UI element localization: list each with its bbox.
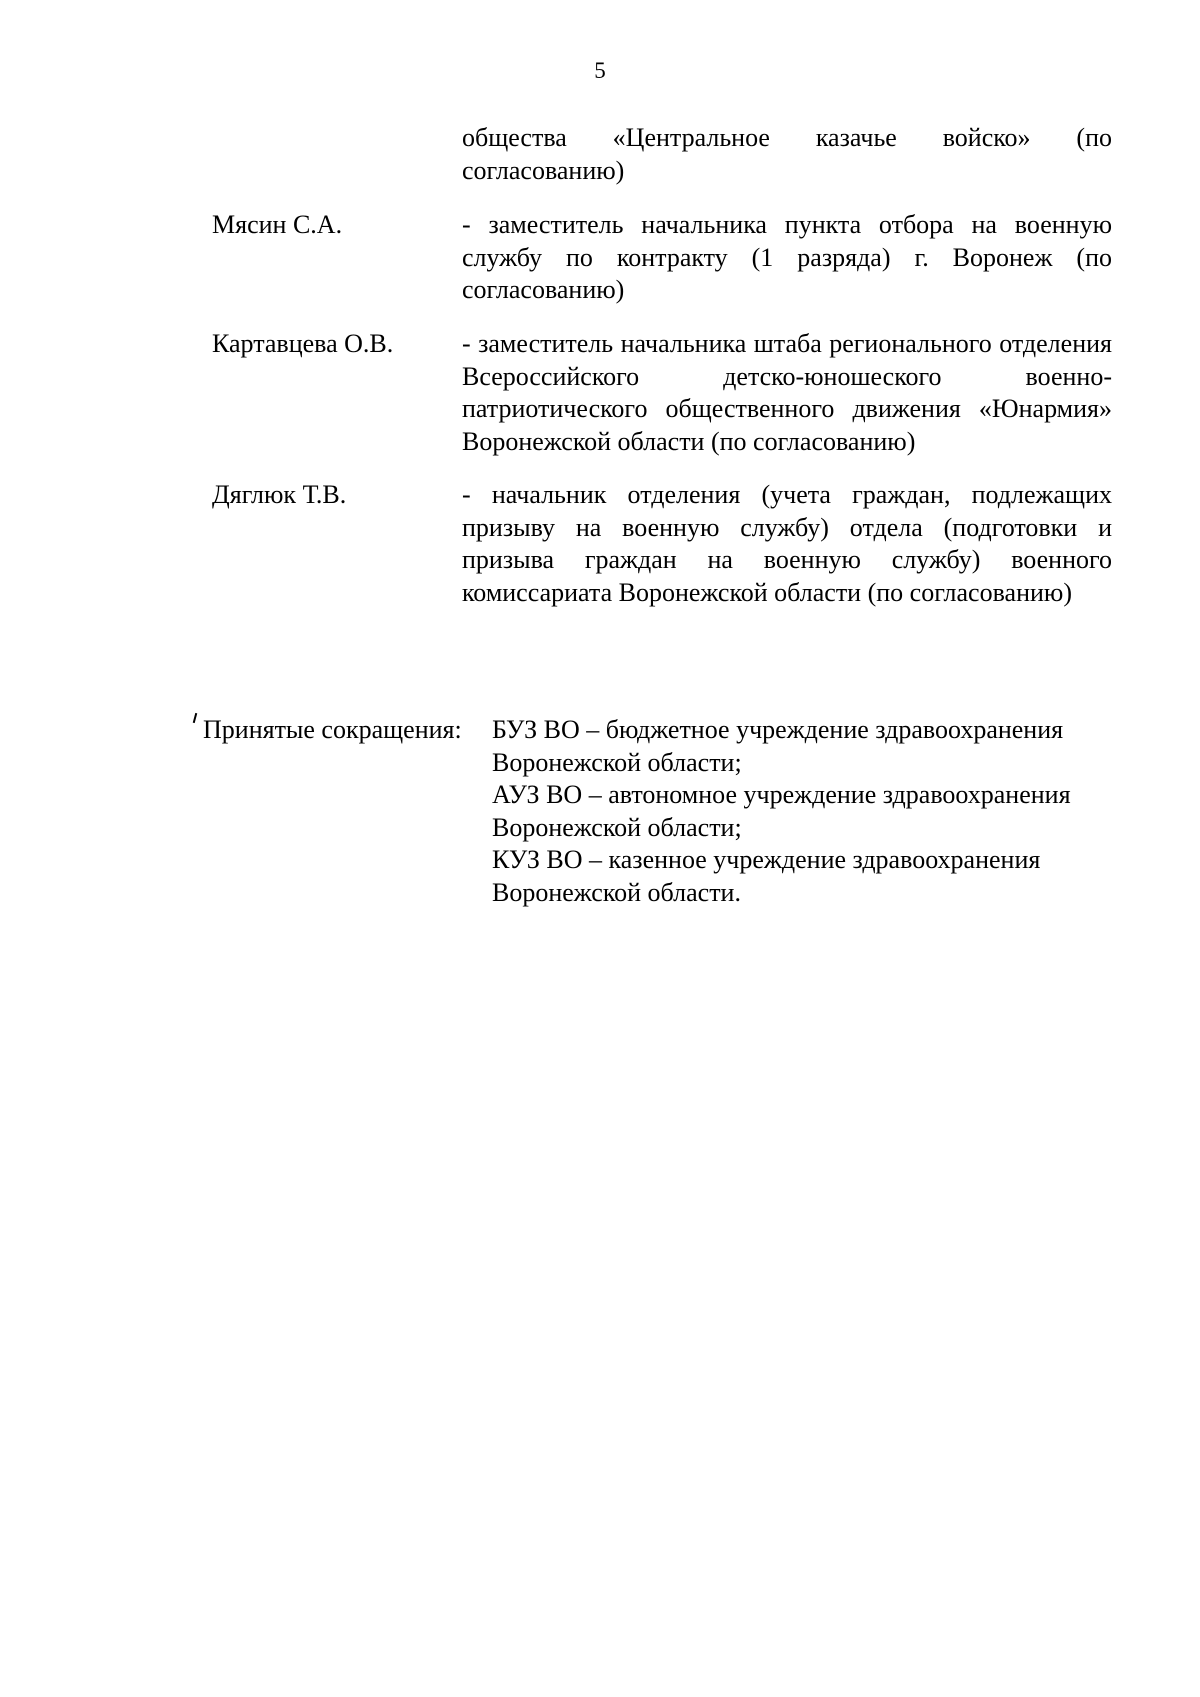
member-position-3: - начальник отделения (учета граждан, подлежащих призыву на военную службу) отдела (подготовки и призыва граждан на военную службу) военного комиссариата Воронежской области (по согласованию)	[462, 480, 1112, 607]
stray-pen-mark	[193, 713, 198, 723]
member-name-2: Картавцева О.В.	[212, 329, 394, 358]
abbreviation-definition: АУЗ ВО – автономное учреждение здравоохранения	[492, 780, 1071, 809]
abbreviation-region: Воронежской области;	[492, 747, 742, 777]
abbreviation-item	[492, 844, 1172, 909]
member-position-2: - заместитель начальника штаба регионального отделения Всероссийского детско-юношеского военно-патриотического общественного движения «Юнармия» Воронежской области (по согласованию)	[462, 329, 1112, 456]
abbreviation-item	[492, 779, 1172, 844]
member-name-1: Мясин С.А.	[212, 210, 343, 239]
abbreviation-definition: БУЗ ВО – бюджетное учреждение здравоохранения	[492, 715, 1064, 744]
abbreviation-region: Воронежской области;	[492, 812, 742, 842]
abbreviation-item	[492, 714, 1172, 779]
abbreviations-label: Принятые сокращения:	[203, 715, 462, 744]
abbreviations-list	[492, 714, 1172, 909]
abbreviation-definition: КУЗ ВО – казенное учреждение здравоохранения	[492, 845, 1041, 874]
member-position-1: - заместитель начальника пункта отбора на военную службу по контракту (1 разряда) г. Воронеж (по согласованию)	[462, 210, 1112, 304]
continuation-text: общества «Центральное казачье войско» (по согласованию)	[462, 123, 1112, 185]
member-name-3: Дяглюк Т.В.	[212, 480, 347, 509]
page-number: 5	[594, 58, 606, 83]
abbreviation-region: Воронежской области.	[492, 877, 741, 907]
